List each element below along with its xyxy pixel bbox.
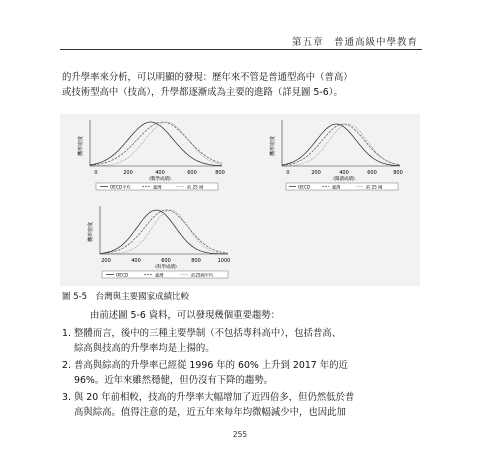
legend-label: OECD (116, 272, 129, 278)
y-axis-label: 機率密度 (78, 135, 84, 157)
chapter-header: 第五章 普通高級中學教育 (291, 37, 418, 48)
x-tick: 200 (311, 170, 321, 176)
x-tick: 0 (94, 170, 98, 176)
header-rule (60, 49, 422, 50)
list-item-continuation: 綜高與技高的升學率均是上揚的。 (74, 343, 215, 354)
list-item (62, 390, 428, 405)
x-tick: 0 (286, 170, 290, 176)
x-tick: 800 (191, 258, 201, 264)
density-curve (100, 210, 228, 254)
list-text: 整體而言，後中的三種主要學制（不包括專科高中），包括普高、 (73, 328, 342, 339)
list-number: 3. (62, 392, 71, 403)
list-item-continuation: 高與綜高。值得注意的是，近五年來每年均微幅減少中，也因此加 (74, 407, 346, 418)
x-axis-label: (科學成績) (155, 265, 177, 270)
list-item (62, 358, 428, 373)
list-number: 1. (62, 328, 71, 339)
legend-label: 前 25 國 (187, 184, 204, 190)
figure-svg (60, 114, 420, 286)
x-tick: 800 (393, 170, 403, 176)
chart-top-left (77, 120, 225, 191)
x-tick: 800 (215, 170, 225, 176)
legend-label: OECD (298, 184, 311, 190)
x-tick: 600 (161, 258, 171, 264)
list-number: 2. (62, 360, 71, 371)
density-curve (282, 124, 400, 166)
x-tick: 1000 (217, 258, 231, 264)
chart-bottom-left (87, 206, 230, 279)
x-tick: 200 (123, 170, 133, 176)
list-item-continuation: 96%。近年來雖然穩健，但仍沒有下降的趨勢。 (74, 375, 273, 386)
density-curve (90, 122, 222, 165)
x-tick: 400 (155, 170, 165, 176)
figure-panel (60, 114, 420, 286)
x-tick: 400 (131, 258, 141, 264)
list-text: 普高與綜高的升學率已經從 1996 年的 60% 上升到 2017 年的近 (73, 360, 348, 371)
x-axis-label: (數學成績) (149, 177, 171, 182)
density-curve (282, 124, 400, 165)
y-axis-label: 機率密度 (88, 221, 94, 243)
intro-line-1: 的升學率來分析，可以明顯的發現：歷年來不管是普通型高中（普高） (62, 72, 353, 83)
x-tick: 600 (367, 170, 377, 176)
page-number: 255 (232, 430, 248, 439)
list-text: 與 20 年前相較，技高的升學率大幅增加了近四倍多，但仍然低於普 (73, 392, 355, 403)
x-tick: 600 (187, 170, 197, 176)
x-tick: 200 (101, 258, 111, 264)
intro-line-2: 或技術型高中（技高），升學都逐漸成為主要的進路（詳見圖 5-6）。 (62, 87, 343, 98)
x-axis-label: (閱讀成績) (333, 177, 355, 182)
density-curve (90, 122, 222, 166)
legend-label: 臺灣 (155, 272, 164, 278)
list-item (62, 326, 428, 341)
legend-label: 臺灣 (153, 184, 162, 190)
legend-label: OECD平均 (110, 184, 131, 190)
chart-top-right (269, 120, 403, 191)
figure-caption: 圖 5-5 台灣與主要國家成績比較 (62, 292, 190, 302)
density-curve (282, 124, 400, 166)
y-axis-label: 機率密度 (270, 135, 276, 157)
x-tick: 400 (339, 170, 349, 176)
legend-label: 臺灣 (332, 184, 341, 190)
legend-label: 前 25 國 (366, 184, 383, 190)
body-lead: 由前述圖 5-6 資料，可以發現幾個重要趨勢： (90, 310, 281, 321)
legend-label: 前25國平均 (191, 272, 214, 278)
density-curve (90, 122, 222, 166)
